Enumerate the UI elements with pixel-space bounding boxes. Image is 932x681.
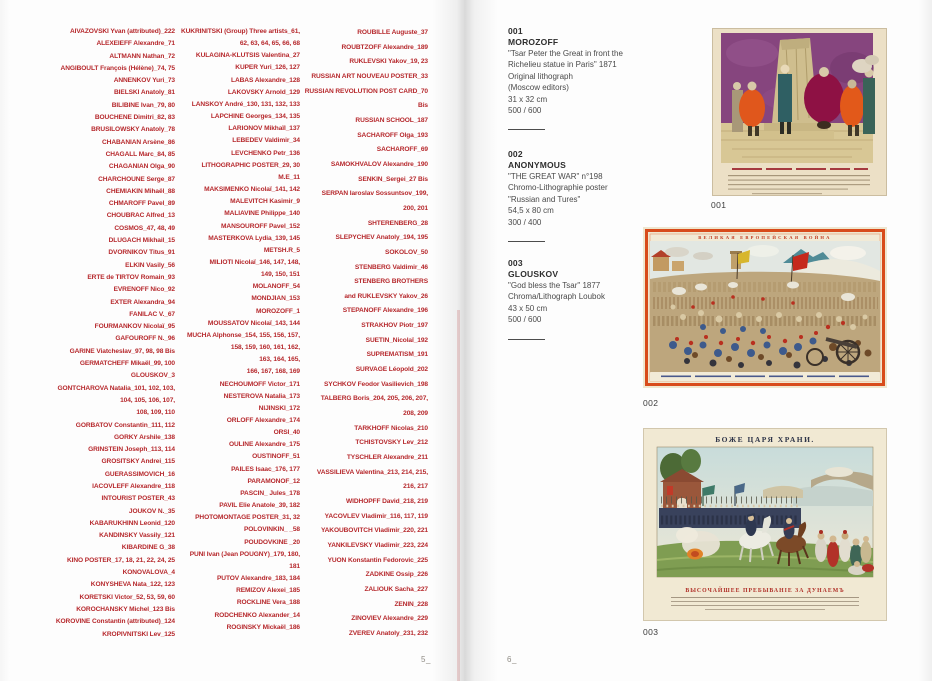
index-entry: 200, 201 [403,204,428,212]
index-entry: CHMAROFF Pavel_89 [108,200,175,208]
index-entry: ZADKINE Ossip_226 [365,571,428,579]
index-entry: DVORNIKOV Titus_91 [108,249,175,257]
lot-artist: ANONYMOUS [508,160,566,170]
index-entry: KOROCHANSKY Michel_123 Bis [76,605,175,613]
index-entry: GAFOUROFF N._96 [115,335,175,343]
poster-bottom-text [650,373,880,382]
index-entry: ALTMANN Nathan_72 [109,52,175,60]
index-entry: KIBARDINE G_38 [121,544,175,552]
index-entry: SAMOKHVALOV Alexandre_190 [330,160,428,168]
index-entry: OULINE Alexandre_175 [228,441,300,449]
index-entry: RODCHENKO Alexander_14 [214,611,300,619]
index-entry: 158, 159, 160, 161, 162, [230,344,300,352]
battle-scene-graphic [650,241,880,372]
index-entry: ZENIN_228 [394,600,428,608]
index-entry: SURVAGE Léopold_202 [355,366,428,374]
index-entry: POUDOVKINE _20 [244,538,300,546]
index-entry: SLEPYCHEV Anatoly_194, 195 [335,234,428,242]
index-entry: SUETIN_Nicolaï_192 [365,336,428,344]
index-entry: MOUSSATOV Nicolaï_143, 144 [207,319,300,327]
artwork-caption-003: 003 [643,627,659,637]
index-entry: KABARUKHINN Leonid_120 [89,519,175,527]
index-entry: ANGIBOULT François (Hélène)_74, 75 [60,64,175,72]
poster-title-text: ВЕЛИКАЯ ЕВРОПЕЙСКАЯ ВОЙНА [698,235,832,240]
lot-details [508,48,668,116]
index-entry: RUSSIAN SCHOOL_187 [355,116,428,124]
index-entry: PAILES Isaac_176, 177 [231,465,300,473]
index-entry: RUSSIAN REVOLUTION POST CARD_70 [304,87,428,95]
index-entry: JOUKOV N._35 [128,507,175,515]
lot-detail-line: "Tsar Peter the Great in front the [508,49,623,58]
index-entry: 208, 209 [403,410,428,418]
index-entry: SHTERENBERG_28 [367,219,428,227]
lot-artist: GLOUSKOV [508,269,559,279]
index-entry: KONOVALOVA_4 [122,569,175,577]
index-entry: KOROVINE Constantin (attributed)_124 [55,618,175,626]
lot-detail-line: Chromo-Lithographie poster [508,183,608,193]
index-entry: MASTERKOVA Lydia_139, 145 [208,234,300,242]
index-entry: GLOUSKOV_3 [130,372,175,380]
index-entry: MOLANOFF_54 [252,283,300,291]
index-entry: KINO POSTER_17, 18, 21, 22, 24, 25 [66,556,175,564]
page-number-right: 6_ [507,655,517,664]
lot-number: 003 [508,258,523,268]
index-entry: MALEVITCH Kasimir_9 [230,198,300,206]
index-entry: SUPREMATISM_191 [366,351,428,359]
index-entry: PARAMONOF_12 [247,477,300,485]
index-entry: RUSSIAN ART NOUVEAU POSTER_33 [311,72,428,80]
index-entry: ROUBILLE Auguste_37 [357,29,428,36]
index-entry: SENKIN_Sergei_27 Bis [358,175,428,183]
index-entry: OUSTINOFF_51 [252,453,300,461]
index-entry: STENBERG Valdimir_46 [354,263,428,271]
index-entry: EXTER Alexandra_94 [110,298,175,306]
lot-detail-line: 31 x 32 cm [508,94,548,104]
index-entry: FOURMANKOV Nicolaï_95 [94,323,175,331]
index-entry: TALBERG Boris_204, 205, 206, 207, [320,395,428,403]
index-entry: CHAGALL Marc_84, 85 [105,150,175,158]
index-entry: 149, 150, 151 [260,271,300,279]
index-entry: and RUKLEVSKY Yakov_26 [344,292,428,300]
artwork-photo-002 [643,227,887,388]
index-entry: LEBEDEV Valdimir_34 [232,137,300,145]
index-entry: ROCKLINE Vera_188 [236,599,300,607]
index-entry: TYSCHLER Alexandre_211 [346,454,428,462]
index-entry: 104, 105, 106, 107, [120,396,175,404]
lot-detail-line: Richelieu statue in Paris" 1871 [508,60,617,70]
index-entry: KONYSHEVA Nata_122, 123 [90,581,175,589]
index-entry: LANSKOY André_130, 131, 132, 133 [191,100,300,108]
index-entry: SACHAROFF_69 [376,146,428,154]
index-entry: STEPANOFF Alexandre_196 [342,307,428,315]
lot-number: 001 [508,26,523,36]
index-entry: NIJINSKI_172 [258,404,300,412]
index-entry: KROPIVNITSKI Lev_125 [102,630,175,638]
index-entry: ELKIN Vasily_56 [125,261,175,269]
index-entry: FANILAC V._67 [129,310,175,318]
index-entry: IACOVLEFF Alexandre_118 [92,482,175,490]
loubok-title-text: БОЖЕ ЦАРЯ ХРАНИ. [715,435,815,444]
lot-detail-line: Chroma/Lithograph Loubok [508,292,605,302]
index-entry: ERTE de TIRTOV Romain_93 [87,273,175,281]
index-entry: MOROZOFF_1 [255,307,300,315]
index-entry: ROGINSKY Mickaël_186 [226,623,300,631]
index-entry: 181 [289,562,300,570]
lot-detail-line: 500 / 600 [508,315,542,325]
index-entry: MUCHA Alphonse_154, 155, 156, 157, [186,331,300,339]
index-entry: GRINSTEIN Joseph_113, 114 [88,446,175,454]
index-entry: 163, 164, 165, [259,356,300,364]
lot-detail-line: 43 x 50 cm [508,303,548,313]
index-entry: BIELSKI Anatoly_81 [114,89,175,97]
index-entry: PUTOV Alexandre_183, 184 [217,575,300,583]
index-entry: NECHOUMOFF Victor_171 [219,380,300,388]
index-entry: ANNENKOV Yuri_73 [113,77,175,85]
index-entry: ORLOFF Alexandre_174 [226,417,300,424]
index-entry: YUON Konstantin Fedorovic_225 [327,556,428,564]
index-entry: COSMOS_47, 48, 49 [114,224,175,232]
lot-artist: MOROZOFF [508,37,559,47]
index-entry: PAVIL Elie Anatole_39, 182 [219,502,300,510]
index-entry: CHARCHOUNE Serge_87 [98,175,175,183]
index-entry: GARINE Viatcheslav_97, 98, 98 Bis [69,347,175,355]
index-entry: PASCIN_ Jules_178 [240,489,300,497]
index-entry: RUKLEVSKI Yakov_19, 23 [349,58,428,66]
index-entry: CHEMIAKIN Mihaël_88 [106,187,175,195]
lot-details [508,171,668,228]
index-entry: METSH.R_5 [263,246,300,254]
index-entry: CHABANIAN Arsène_86 [102,138,175,146]
index-entry: VASSILIEVA Valentina_213, 214, 215, [316,468,428,476]
index-entry: KULAGINA-KLUTSIS Valentina_27 [195,52,300,60]
lot-divider [508,241,545,242]
lot-detail-line: 54,5 x 80 cm [508,206,554,216]
index-entry: KUKRINITSKI (Group) Three artists_61, [180,28,300,35]
artwork-photo-001 [712,28,887,196]
index-entry: LABAS Alexandre_128 [231,76,300,84]
artwork-photo-003 [643,428,887,621]
lot-divider [508,129,545,130]
index-entry: ZALIOUK Sacha_227 [364,585,428,593]
index-entry: GUERASSIMOVICH_16 [104,470,175,478]
lot-detail-line: (Moscow editors) [508,83,569,93]
index-entry: 108, 109, 110 [136,409,175,417]
index-entry: CHOUBRAC Alfred_13 [106,212,175,220]
index-entry: GORKY Arshile_138 [114,433,175,441]
lot-detail-line: 500 / 600 [508,106,542,116]
index-entry: YAKOUBOVITCH Vladimir_220, 221 [320,527,428,535]
index-entry: EVRENOFF Nico_92 [113,286,175,294]
index-entry: INTOURIST POSTER_43 [101,495,175,503]
index-entry: 216, 217 [403,483,428,491]
index-entry: SERPAN Iaroslav Sossuntsov_199, [321,190,428,198]
parade-scene-graphic [657,447,874,577]
index-entry: LARIONOV Mikhaïl_137 [228,125,300,133]
index-entry: GROSITSKY Andrei_115 [101,458,175,466]
index-entry: KANDINSKY Vassily_121 [99,532,175,540]
index-entry: ZINOVIEV Alexandre_229 [351,615,428,623]
index-entry: STRAKHOV Piotr_197 [361,322,428,330]
index-entry: LITHOGRAPHIC POSTER_29, 30 [201,161,300,169]
index-entry: SACHAROFF Olga_193 [357,131,428,139]
index-entry: YACOVLEV Vladimir_116, 117, 119 [324,512,428,520]
index-entry: KORETSKI Victor_52, 53, 59, 60 [79,593,175,601]
lot-entry-001 [508,26,668,130]
lot-number: 002 [508,149,523,159]
index-entry: CHAGANIAN Olga_90 [108,163,175,171]
page-number-left: 5_ [421,655,431,664]
index-entry: 62, 63, 64, 65, 66, 68 [239,40,300,48]
index-entry: YANKILEVSKY Vladimir_223, 224 [327,541,428,549]
index-entry: BOUCHENE Dimitri_82, 83 [94,114,175,122]
index-entry: GERMATCHEFF Mikaël_99, 100 [79,360,175,368]
index-entry: 166, 167, 168, 169 [246,368,300,376]
index-entry: ZVEREV Anatoly_231, 232 [348,629,428,637]
index-entry: MANSOUROFF Pavel_152 [221,222,300,230]
index-entry: MAKSIMENKO Nicolaï_141, 142 [204,186,300,194]
index-entry: GORBATOV Constantin_111, 112 [75,421,175,429]
lot-detail-line: 300 / 400 [508,217,542,227]
lot-divider [508,339,545,340]
lot-detail-line: "God bless the Tsar" 1877 [508,281,601,290]
index-entry: MALIAVINE Philippe_140 [224,210,300,218]
index-entry: TARKHOFF Nicolas_210 [354,424,428,432]
index-entry: ROUBTZOFF Alexandre_189 [341,43,428,51]
index-entry: ORSI_40 [273,429,300,437]
index-entry: LAPCHINE Georges_134, 135 [210,113,300,121]
lot-detail-line: "THE GREAT WAR" n°198 [508,172,603,181]
index-entry: DLUGACH Mikhail_15 [108,237,175,245]
index-entry: TCHISTOVSKY Lev_212 [355,439,428,447]
index-entry: Bis [418,102,428,110]
index-entry: MONDJIAN_153 [251,295,300,303]
index-entry: PUNI Ivan (Jean POUGNY)_179, 180, [189,550,300,558]
index-entry: MILIOTI Nicolaï_146, 147, 148, [209,258,300,266]
artwork-caption-002: 002 [643,398,659,408]
index-entry: AIVAZOVSKI Yvan (attributed)_222 [69,28,175,35]
index-entry: BILIBINE Ivan_79, 80 [111,101,175,109]
index-entry: M.E_11 [278,173,300,181]
loubok-subtitle-text: ВЫСОЧАЙШЕЕ ПРЕБЫВАНІЕ ЗА ДУНАЕМЪ [685,588,845,594]
lot-detail-line: Original lithograph [508,71,573,81]
index-entry: PHOTOMONTAGE POSTER_31, 32 [195,514,300,522]
index-entry: BRUSILOWSKY Anatoly_78 [91,126,175,134]
index-entry: SYCHKOV Feodor Vasilievich_198 [323,380,428,388]
index-entry: WIDHOPFF David_218, 219 [346,498,428,505]
lot-detail-line: "Russian and Tures" [508,194,581,204]
index-entry: STENBERG BROTHERS [354,278,428,286]
index-entry: ALEXEIEFF Alexandre_71 [96,40,175,48]
index-entry: POLOVINKIN_ _58 [243,526,300,534]
index-entry: GONTCHAROVA Natalia_101, 102, 103, [57,384,175,392]
index-entry: REMIZOV Alexei_185 [236,587,300,595]
artwork-caption-001: 001 [711,200,727,210]
index-entry: KUPER Yuri_126, 127 [235,64,300,72]
index-entry: LAKOVSKY Arnold_129 [227,88,300,96]
index-entry: LEVCHENKO Petr_136 [231,149,300,157]
index-entry: NESTEROVA Natalia_173 [223,392,300,400]
index-entry: SOKOLOV_50 [385,248,428,256]
